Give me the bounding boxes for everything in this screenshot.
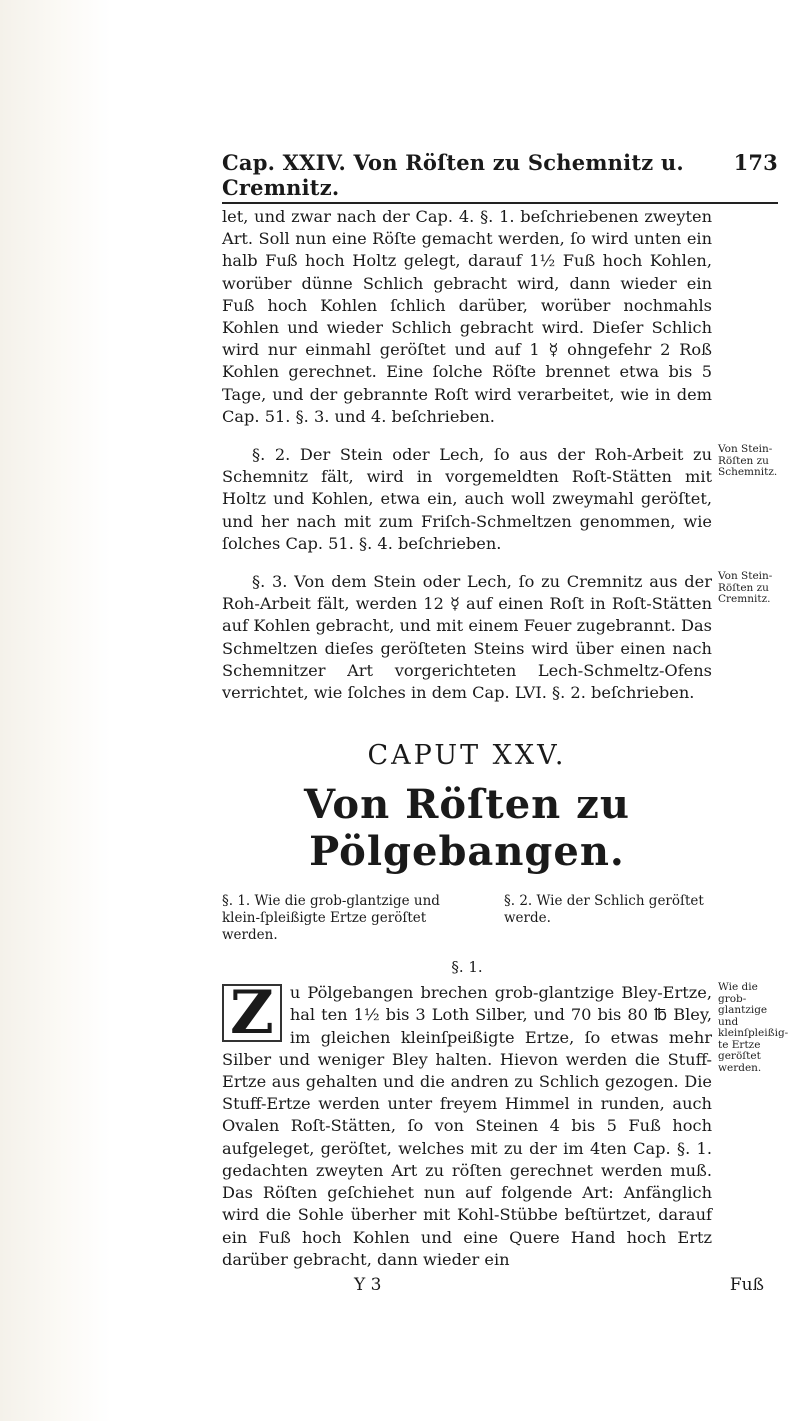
- page-footer: [354, 1275, 764, 1295]
- chapter-summary: [222, 893, 712, 944]
- summary-left: §. 1. Wie die grob-glantzige und klein-ſpleißigte Ertze geröſtet werden.: [222, 893, 440, 944]
- margin-note-stein-cremnitz: Von Stein-Röſten zu Cremnitz.: [718, 570, 773, 606]
- chapter-number: CAPUT XXV.: [367, 740, 567, 772]
- catchword: Fuß: [729, 1274, 764, 1295]
- section-3: [222, 570, 773, 704]
- section-2: [222, 443, 778, 555]
- page-content: [222, 150, 789, 1295]
- main-text: [222, 206, 789, 1271]
- summary-right: §. 2. Wie der Schlich geröſtet werde.: [504, 893, 704, 927]
- continuation-paragraph: let, und zwar nach der Cap. 4. §. 1. beſchriebenen zweyten Art. Soll nun eine Röſte gemacht werden, ſo wird unten ein halb Fuß hoch Holtz gelegt, darauf 1½ Fuß hoch Kohlen, worüber dünne Schlich gebracht wird, dann wieder ein Fuß hoch Kohlen ſchlich darüber, worüber nochmahls Kohlen und wieder Schlich gebracht wird. Dieſer Schlich wird nur einmahl geröſtet und auf 1 ☿ ohngefehr 2 Roß Kohlen gerechnet. Eine ſolche Röſte brennet etwa bis 5 Tage, und der gebrannte Roſt wird verarbeitet, wie in dem Cap. 51. §. 3. und 4. beſchrieben.: [222, 207, 712, 426]
- section-1-text: u Pölgebangen brechen grob-glantzige Bley-Ertze, hal ten 1½ bis 3 Loth Silber, und 70 bis 80 ℔ Bley, im gleichen kleinſpeißigte Ertze, ſo etwas mehr Silber und weniger Bley halten. Hievon werden die Stuff-Ertze aus gehalten und die andren zu Schlich gezogen. Die Stuff-Ertze werden unter freyem Himmel in runden, auch Ovalen Roſt-Stätten, ſo von Steinen 4 bis 5 Fuß hoch aufgeleget, geröſtet, welches mit zu der im 4ten Cap. §. 1. gedachten zweyten Art zu röſten gerechnet werden muß. Das Röſten geſchiehet nun auf folgende Art: Anfänglich wird die Sohle überher mit Kohl-Stübbe beſtürtzet, darauf ein Fuß hoch Kohlen und eine Quere Hand hoch Ertz darüber gebracht, dann wieder ein: [222, 983, 712, 1269]
- section-1: [222, 978, 789, 1271]
- margin-note-erze: Wie die grob-glantzige und kleinſpleißig-te Ertze geröſtet werden.: [718, 981, 789, 1074]
- dropcap-initial: Z: [222, 984, 282, 1042]
- section-2-text: §. 2. Der Stein oder Lech, ſo aus der Roh-Arbeit zu Schemnitz fält, wird in vorgemeldten Roſt-Stätten mit Holtz und Kohlen, etwa ein, auch woll zweymahl geröſtet, und her nach mit zum Friſch-Schmeltzen genommen, wie ſolches Cap. 51. §. 4. beſchrieben.: [222, 445, 712, 553]
- page-number: 173: [733, 150, 778, 175]
- running-head-title: Cap. XXIV. Von Röſten zu Schemnitz u. Cremnitz.: [222, 150, 684, 200]
- margin-note-stein-schemnitz: Von Stein-Röſten zu Schemnitz.: [718, 443, 778, 479]
- section-3-text: §. 3. Von dem Stein oder Lech, ſo zu Cremnitz aus der Roh-Arbeit fält, werden 12 ☿ auf einen Roſt in Roſt-Stätten auf Kohlen gebracht, und mit einem Feuer zugebrannt. Das Schmeltzen dieſes geröſteten Steins wird über einen nach Schemnitzer Art vorgerichteten Lech-Schmeltz-Ofens verrichtet, wie ſolches in dem Cap. LVI. §. 2. beſchrieben.: [222, 572, 712, 703]
- chapter-title: Von Röſten zu Pölgebangen.: [304, 781, 630, 876]
- section-1-mark: §. 1.: [451, 958, 483, 977]
- signature-mark: Y 3: [354, 1274, 382, 1295]
- running-head: [222, 150, 778, 204]
